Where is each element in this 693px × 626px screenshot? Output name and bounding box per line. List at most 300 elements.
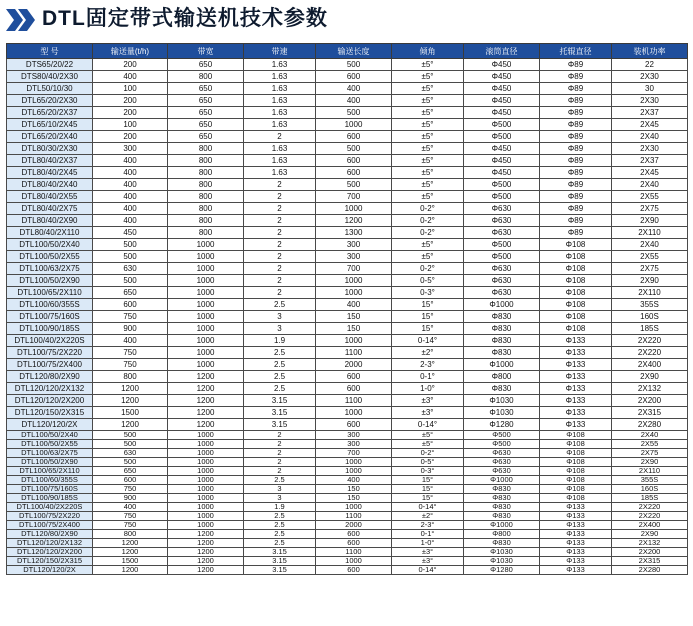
table-cell: 1.63 <box>244 83 316 95</box>
table-cell: 0-1° <box>392 530 464 539</box>
table-cell: Φ1030 <box>464 557 540 566</box>
table-cell: Φ89 <box>540 155 612 167</box>
table-cell: 400 <box>316 476 392 485</box>
table-row <box>7 503 688 512</box>
table-cell: Φ830 <box>464 485 540 494</box>
table-cell: Φ133 <box>540 548 612 557</box>
table-header-row <box>7 44 688 59</box>
table-cell: 1-0° <box>392 539 464 548</box>
table-cell: 1100 <box>316 395 392 407</box>
table-cell: 1000 <box>168 512 244 521</box>
table-row <box>7 323 688 335</box>
table-row <box>7 155 688 167</box>
table-cell: 200 <box>93 107 168 119</box>
table-row <box>7 167 688 179</box>
model-cell: DTL80/40/2X55 <box>7 191 93 203</box>
table-cell: Φ830 <box>464 539 540 548</box>
table-cell: 3 <box>244 311 316 323</box>
table-row <box>7 449 688 458</box>
table-cell: 3.15 <box>244 407 316 419</box>
table-cell: 2X40 <box>612 179 688 191</box>
table-row <box>7 179 688 191</box>
table-row <box>7 107 688 119</box>
table-cell: 600 <box>93 476 168 485</box>
table-cell: 0-2° <box>392 215 464 227</box>
table-cell: Φ108 <box>540 431 612 440</box>
table-cell: 1200 <box>168 557 244 566</box>
table-cell: 2X400 <box>612 359 688 371</box>
table-cell: Φ830 <box>464 311 540 323</box>
table-cell: Φ133 <box>540 383 612 395</box>
table-cell: 1000 <box>168 521 244 530</box>
table-row <box>7 395 688 407</box>
table-cell: Φ89 <box>540 191 612 203</box>
table-cell: Φ108 <box>540 440 612 449</box>
table-cell: 15° <box>392 311 464 323</box>
table-cell: 355S <box>612 476 688 485</box>
table-cell: 900 <box>93 323 168 335</box>
table-cell: 3 <box>244 494 316 503</box>
table-cell: 2X40 <box>612 131 688 143</box>
table-cell: 2 <box>244 458 316 467</box>
model-cell: DTS65/20/22 <box>7 59 93 71</box>
table-cell: 2 <box>244 227 316 239</box>
model-cell: DTL100/75/160S <box>7 311 93 323</box>
table-cell: 2 <box>244 191 316 203</box>
table-row <box>7 548 688 557</box>
model-cell: DTL120/80/2X90 <box>7 530 93 539</box>
table-cell: 750 <box>93 359 168 371</box>
table-cell: 2 <box>244 239 316 251</box>
table-cell: 1-0° <box>392 383 464 395</box>
table-cell: 2 <box>244 179 316 191</box>
model-cell: DTL80/40/2X75 <box>7 203 93 215</box>
col-header-angle: 倾角 <box>392 44 464 59</box>
table-cell: 0-14° <box>392 503 464 512</box>
table-row <box>7 359 688 371</box>
table-cell: 800 <box>168 191 244 203</box>
table-cell: Φ133 <box>540 530 612 539</box>
table-cell: ±5° <box>392 167 464 179</box>
table-cell: Φ108 <box>540 251 612 263</box>
table-cell: 2X220 <box>612 512 688 521</box>
table-cell: 1000 <box>316 407 392 419</box>
table-cell: 2.5 <box>244 521 316 530</box>
table-cell: Φ133 <box>540 359 612 371</box>
table-cell: Φ108 <box>540 311 612 323</box>
table-cell: 1200 <box>316 215 392 227</box>
table-cell: Φ630 <box>464 458 540 467</box>
table-cell: 1000 <box>168 467 244 476</box>
table-cell: 2 <box>244 467 316 476</box>
table-cell: Φ108 <box>540 239 612 251</box>
table-cell: 700 <box>316 263 392 275</box>
table-cell: 160S <box>612 485 688 494</box>
model-cell: DTL100/50/2X40 <box>7 239 93 251</box>
table-cell: Φ133 <box>540 347 612 359</box>
model-cell: DTL100/63/2X75 <box>7 263 93 275</box>
table-cell: 2X90 <box>612 458 688 467</box>
table-cell: 650 <box>168 119 244 131</box>
model-cell: DTL80/40/2X37 <box>7 155 93 167</box>
table-cell: 1000 <box>316 557 392 566</box>
table-cell: 2 <box>244 431 316 440</box>
table-cell: 160S <box>612 311 688 323</box>
table-cell: Φ133 <box>540 557 612 566</box>
table-cell: 1000 <box>168 449 244 458</box>
table-cell: 3.15 <box>244 557 316 566</box>
table-cell: 400 <box>93 503 168 512</box>
model-cell: DTL100/75/2X220 <box>7 347 93 359</box>
table-cell: 1.9 <box>244 503 316 512</box>
table-cell: 700 <box>316 191 392 203</box>
table-cell: 1200 <box>168 371 244 383</box>
table-cell: Φ800 <box>464 530 540 539</box>
table-cell: 600 <box>316 383 392 395</box>
model-cell: DTL120/80/2X90 <box>7 371 93 383</box>
table-cell: 300 <box>93 143 168 155</box>
model-cell: DTL50/10/30 <box>7 83 93 95</box>
table-row <box>7 467 688 476</box>
table-cell: 500 <box>316 179 392 191</box>
table-cell: Φ108 <box>540 467 612 476</box>
table-cell: 1000 <box>168 347 244 359</box>
table-cell: 500 <box>93 431 168 440</box>
table-cell: Φ108 <box>540 485 612 494</box>
table-cell: 2-3° <box>392 359 464 371</box>
table-cell: 2000 <box>316 359 392 371</box>
table-cell: 1100 <box>316 347 392 359</box>
table-cell: 1000 <box>168 431 244 440</box>
table-cell: Φ108 <box>540 275 612 287</box>
table-row <box>7 419 688 431</box>
table-cell: 650 <box>168 83 244 95</box>
table-cell: Φ500 <box>464 251 540 263</box>
col-header-drum-diameter: 滚筒直径 <box>464 44 540 59</box>
table-cell: 2X55 <box>612 251 688 263</box>
table-cell: 150 <box>316 311 392 323</box>
table-cell: 1200 <box>168 539 244 548</box>
table-cell: 150 <box>316 485 392 494</box>
model-cell: DTL100/60/355S <box>7 476 93 485</box>
table-cell: 0-5° <box>392 458 464 467</box>
table-cell: Φ89 <box>540 107 612 119</box>
table-cell: 1200 <box>93 383 168 395</box>
table-cell: 2.5 <box>244 512 316 521</box>
table-cell: Φ133 <box>540 566 612 575</box>
table-cell: 400 <box>316 299 392 311</box>
table-cell: Φ133 <box>540 539 612 548</box>
table-cell: 650 <box>168 95 244 107</box>
table-cell: Φ89 <box>540 131 612 143</box>
table-cell: 1.63 <box>244 119 316 131</box>
table-row <box>7 476 688 485</box>
table-cell: 2 <box>244 251 316 263</box>
table-cell: 650 <box>93 287 168 299</box>
table-cell: ±5° <box>392 179 464 191</box>
table-row <box>7 131 688 143</box>
table-cell: 1100 <box>316 512 392 521</box>
table-row <box>7 431 688 440</box>
model-cell: DTL100/75/2X400 <box>7 521 93 530</box>
table-cell: 650 <box>168 107 244 119</box>
table-cell: 2.5 <box>244 359 316 371</box>
table-cell: ±3° <box>392 557 464 566</box>
table-row <box>7 311 688 323</box>
table-cell: 150 <box>316 494 392 503</box>
table-cell: 800 <box>168 215 244 227</box>
table-cell: 2X220 <box>612 347 688 359</box>
table-cell: 1.63 <box>244 59 316 71</box>
model-cell: DTS80/40/2X30 <box>7 71 93 83</box>
table-cell: Φ630 <box>464 449 540 458</box>
table-cell: Φ108 <box>540 263 612 275</box>
table-cell: 1000 <box>168 323 244 335</box>
table-cell: Φ500 <box>464 179 540 191</box>
table-cell: Φ450 <box>464 155 540 167</box>
table-cell: 3 <box>244 485 316 494</box>
table-row <box>7 119 688 131</box>
table-cell: 300 <box>316 239 392 251</box>
table-cell: ±5° <box>392 71 464 83</box>
table-cell: Φ500 <box>464 431 540 440</box>
table-cell: 450 <box>93 227 168 239</box>
table-cell: 400 <box>93 215 168 227</box>
table-cell: 1.63 <box>244 107 316 119</box>
table-cell: Φ89 <box>540 143 612 155</box>
table-row <box>7 71 688 83</box>
table-cell: ±3° <box>392 395 464 407</box>
table-cell: 500 <box>93 239 168 251</box>
table-cell: 500 <box>93 440 168 449</box>
table-cell: 1500 <box>93 407 168 419</box>
table-cell: 300 <box>316 251 392 263</box>
table-cell: 0-14° <box>392 335 464 347</box>
table-cell: Φ500 <box>464 191 540 203</box>
table-cell: Φ89 <box>540 83 612 95</box>
table-cell: 2-3° <box>392 521 464 530</box>
table-cell: Φ89 <box>540 59 612 71</box>
model-cell: DTL100/50/2X55 <box>7 251 93 263</box>
table-cell: 2X110 <box>612 227 688 239</box>
table-cell: 1200 <box>93 539 168 548</box>
table-cell: 1000 <box>168 335 244 347</box>
table-cell: Φ133 <box>540 335 612 347</box>
col-header-length: 输送长度 <box>316 44 392 59</box>
table-cell: Φ133 <box>540 395 612 407</box>
table-cell: 2.5 <box>244 530 316 539</box>
table-cell: Φ830 <box>464 383 540 395</box>
table-row <box>7 521 688 530</box>
table-cell: 750 <box>93 311 168 323</box>
table-row <box>7 458 688 467</box>
table-cell: Φ500 <box>464 119 540 131</box>
table-cell: 200 <box>93 131 168 143</box>
table-cell: ±5° <box>392 131 464 143</box>
table-cell: 650 <box>93 467 168 476</box>
table-cell: 1000 <box>168 299 244 311</box>
table-row <box>7 407 688 419</box>
table-cell: 1000 <box>168 239 244 251</box>
table-cell: Φ450 <box>464 143 540 155</box>
table-cell: 2.5 <box>244 347 316 359</box>
table-cell: Φ108 <box>540 299 612 311</box>
table-cell: 500 <box>316 107 392 119</box>
table-row <box>7 539 688 548</box>
model-cell: DTL100/50/2X90 <box>7 275 93 287</box>
table-cell: 1200 <box>93 548 168 557</box>
table-cell: 750 <box>93 485 168 494</box>
table-cell: 0-14° <box>392 566 464 575</box>
table-cell: ±2° <box>392 347 464 359</box>
table-cell: 0-2° <box>392 449 464 458</box>
spec-table <box>6 43 688 575</box>
model-cell: DTL100/75/160S <box>7 485 93 494</box>
table-row <box>7 383 688 395</box>
table-cell: Φ1000 <box>464 359 540 371</box>
table-cell: 15° <box>392 494 464 503</box>
table-cell: 800 <box>168 167 244 179</box>
model-cell: DTL65/10/2X45 <box>7 119 93 131</box>
table-row <box>7 485 688 494</box>
model-cell: DTL65/20/2X40 <box>7 131 93 143</box>
table-cell: 200 <box>93 59 168 71</box>
table-row <box>7 239 688 251</box>
table-cell: 1.63 <box>244 155 316 167</box>
table-cell: 2X90 <box>612 530 688 539</box>
table-cell: 1200 <box>168 383 244 395</box>
table-cell: 1000 <box>316 503 392 512</box>
table-cell: 400 <box>93 71 168 83</box>
table-cell: 1000 <box>168 275 244 287</box>
table-cell: 22 <box>612 59 688 71</box>
table-cell: 800 <box>168 143 244 155</box>
table-cell: Φ800 <box>464 371 540 383</box>
table-cell: Φ1000 <box>464 299 540 311</box>
table-row <box>7 203 688 215</box>
table-cell: 0-5° <box>392 275 464 287</box>
table-cell: Φ830 <box>464 335 540 347</box>
model-cell: DTL120/120/2X200 <box>7 548 93 557</box>
model-cell: DTL120/120/2X200 <box>7 395 93 407</box>
model-cell: DTL80/30/2X30 <box>7 143 93 155</box>
table-cell: 2 <box>244 287 316 299</box>
table-cell: 400 <box>93 335 168 347</box>
table-cell: 800 <box>93 371 168 383</box>
table-cell: 0-3° <box>392 467 464 476</box>
table-cell: 300 <box>316 431 392 440</box>
table-cell: Φ108 <box>540 476 612 485</box>
table-cell: 2X315 <box>612 557 688 566</box>
table-cell: 2X55 <box>612 440 688 449</box>
table-row <box>7 440 688 449</box>
table-cell: Φ133 <box>540 371 612 383</box>
model-cell: DTL100/50/2X40 <box>7 431 93 440</box>
table-cell: 1000 <box>316 287 392 299</box>
table-cell: 2 <box>244 131 316 143</box>
page-header <box>0 0 693 40</box>
table-cell: 2X55 <box>612 191 688 203</box>
table-row <box>7 251 688 263</box>
table-cell: 1200 <box>168 395 244 407</box>
table-cell: ±5° <box>392 155 464 167</box>
model-cell: DTL120/150/2X315 <box>7 557 93 566</box>
table-cell: 355S <box>612 299 688 311</box>
table-cell: ±5° <box>392 440 464 449</box>
table-cell: 1000 <box>168 359 244 371</box>
table-cell: 2X220 <box>612 503 688 512</box>
table-cell: 1.9 <box>244 335 316 347</box>
table-cell: 2 <box>244 275 316 287</box>
table-cell: 1000 <box>168 263 244 275</box>
table-row <box>7 566 688 575</box>
model-cell: DTL65/20/2X37 <box>7 107 93 119</box>
table-cell: 100 <box>93 119 168 131</box>
table-cell: 800 <box>168 155 244 167</box>
model-cell: DTL100/40/2X220S <box>7 503 93 512</box>
table-row <box>7 299 688 311</box>
table-cell: 0-1° <box>392 371 464 383</box>
table-cell: 1200 <box>93 419 168 431</box>
table-cell: 1200 <box>168 548 244 557</box>
table-cell: 800 <box>168 179 244 191</box>
table-cell: Φ1030 <box>464 548 540 557</box>
table-cell: 2.5 <box>244 539 316 548</box>
model-cell: DTL65/20/2X30 <box>7 95 93 107</box>
table-cell: 2X200 <box>612 395 688 407</box>
table-cell: 0-3° <box>392 287 464 299</box>
table-cell: 2.5 <box>244 476 316 485</box>
table-cell: Φ1280 <box>464 419 540 431</box>
table-cell: 630 <box>93 263 168 275</box>
table-row <box>7 494 688 503</box>
table-cell: 1000 <box>168 287 244 299</box>
table-cell: 800 <box>168 203 244 215</box>
table-cell: 500 <box>93 275 168 287</box>
table-cell: 1000 <box>168 485 244 494</box>
double-chevron-icon <box>6 9 36 31</box>
table-cell: 650 <box>168 59 244 71</box>
table-cell: Φ133 <box>540 512 612 521</box>
table-cell: 1200 <box>168 419 244 431</box>
table-cell: 30 <box>612 83 688 95</box>
table-cell: Φ500 <box>464 131 540 143</box>
col-header-model: 型 号 <box>7 44 93 59</box>
table-row <box>7 215 688 227</box>
table-cell: 2 <box>244 449 316 458</box>
table-cell: 1500 <box>93 557 168 566</box>
table-cell: ±3° <box>392 548 464 557</box>
table-cell: 1200 <box>93 395 168 407</box>
table-cell: 900 <box>93 494 168 503</box>
table-cell: 2X40 <box>612 431 688 440</box>
table-cell: ±2° <box>392 512 464 521</box>
table-cell: 15° <box>392 323 464 335</box>
table-cell: Φ450 <box>464 167 540 179</box>
table-cell: 400 <box>316 83 392 95</box>
table-row <box>7 227 688 239</box>
table-cell: 500 <box>316 143 392 155</box>
table-row <box>7 95 688 107</box>
table-cell: 1000 <box>168 476 244 485</box>
table-cell: 500 <box>316 59 392 71</box>
table-cell: Φ630 <box>464 287 540 299</box>
table-cell: 500 <box>93 458 168 467</box>
table-cell: 2X40 <box>612 239 688 251</box>
col-header-belt-speed: 带速 <box>244 44 316 59</box>
table-cell: ±5° <box>392 83 464 95</box>
table-row <box>7 371 688 383</box>
